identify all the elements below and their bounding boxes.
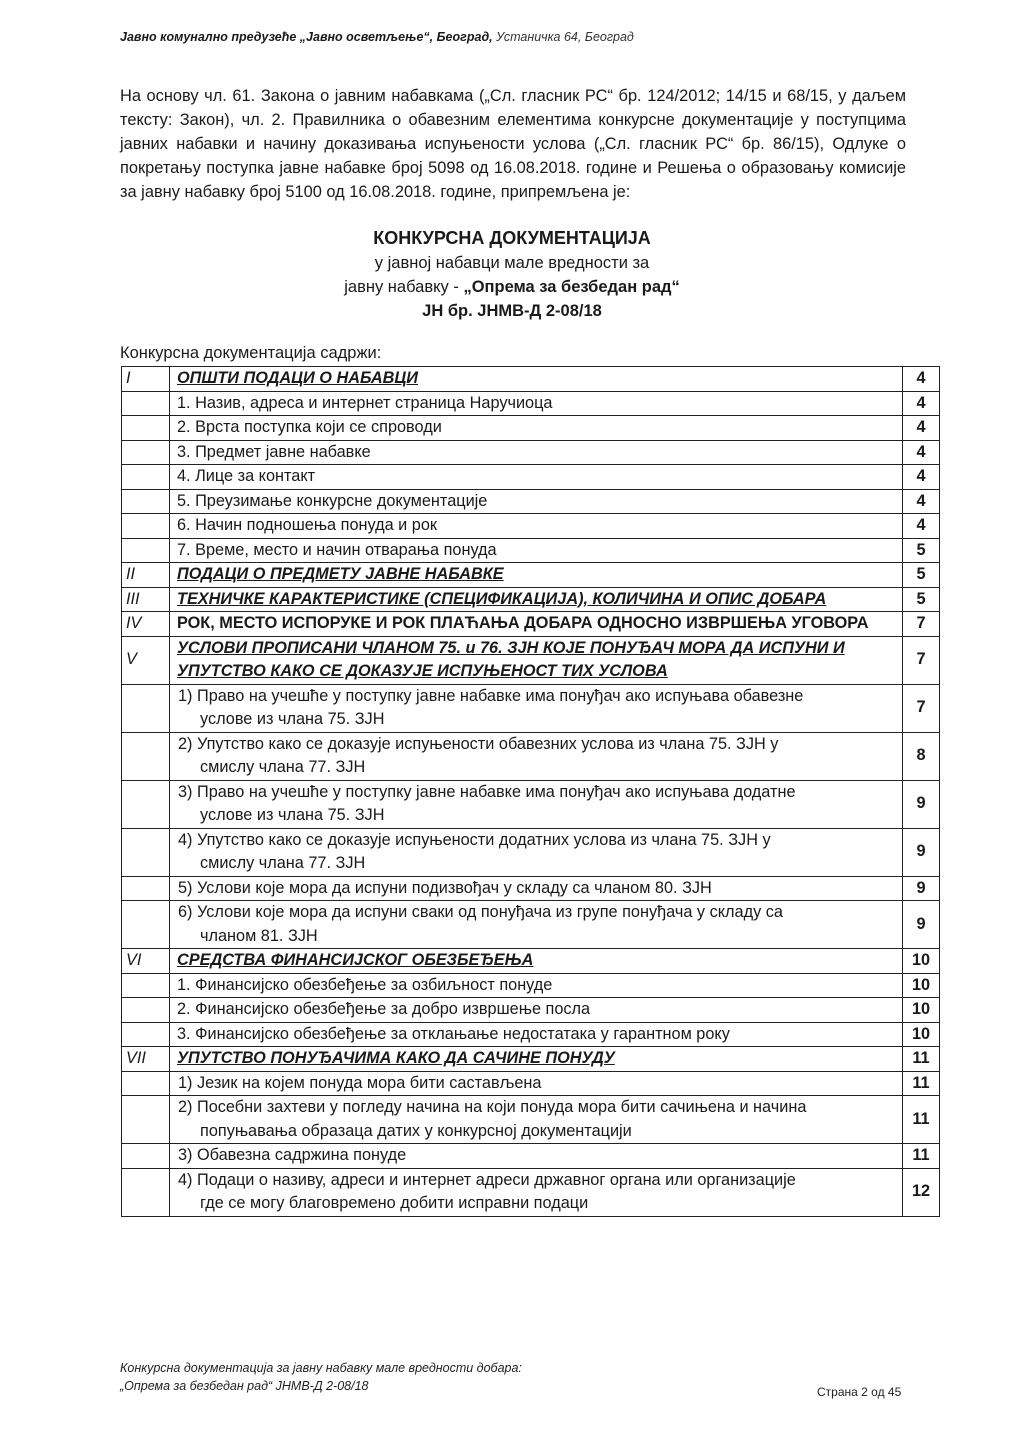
toc-item-text: 5. Преузимање конкурсне документације [170, 489, 903, 514]
page-number: 7 [903, 612, 940, 637]
toc-item-row [122, 780, 940, 828]
title-subline-2 [250, 275, 774, 299]
toc-item-row [122, 514, 940, 539]
toc-item-text: 7. Време, место и начин отварања понуда [170, 538, 903, 563]
toc-item-text: 2. Врста поступка који се спроводи [170, 416, 903, 441]
toc-section-row [122, 587, 940, 612]
toc-item-line: 1) Право на учешће у поступку јавне набавке има понуђач ако испуњава обавезне [178, 686, 804, 705]
page-number: 10 [903, 1022, 940, 1047]
section-number: IV [122, 612, 170, 637]
page-number: 5 [903, 538, 940, 563]
page-number: 4 [903, 440, 940, 465]
page-number: 4 [903, 391, 940, 416]
page-number: 9 [903, 828, 940, 876]
toc-item-row [122, 1071, 940, 1096]
section-title: СРЕДСТВА ФИНАНСИЈСКОГ ОБЕЗБЕЂЕЊА [170, 949, 903, 974]
section-number: V [122, 636, 170, 684]
page-number: 8 [903, 732, 940, 780]
toc-item-line: 4) Подаци о називу, адреси и интернет адреси државног органа или организације [178, 1170, 796, 1189]
page-number: 10 [903, 949, 940, 974]
page-number: 11 [903, 1144, 940, 1169]
page-number: 10 [903, 973, 940, 998]
page-number: 5 [903, 587, 940, 612]
toc-caption: Конкурсна документација садржи: [120, 344, 382, 362]
toc-item-text: 6. Начин подношења понуда и рок [170, 514, 903, 539]
toc-section-row [122, 367, 940, 392]
page-number: 9 [903, 780, 940, 828]
toc-item-line: 2) Упутство како се доказује испуњености обавезних услова из члана 75. ЗЈН у [178, 734, 779, 753]
toc-item-row [122, 538, 940, 563]
section-title: ОПШТИ ПОДАЦИ О НАБАВЦИ [170, 367, 903, 392]
title-subline-1: у јавној набавци мале вредности за [374, 254, 650, 272]
section-title: УСЛОВИ ПРОПИСАНИ ЧЛАНОМ 75. и 76. ЗЈН КОЈЕ ПОНУЂАЧ МОРА ДА ИСПУНИ И УПУТСТВО КАКО СЕ ДОКАЗУЈЕ ИСПУЊЕНОСТ ТИХ УСЛОВА [170, 636, 903, 684]
section-number: II [122, 563, 170, 588]
toc-item-line: 3) Право на учешће у поступку јавне набавке има понуђач ако испуњава додатне [178, 782, 796, 801]
section-number: VII [122, 1047, 170, 1072]
toc-item-line-cont: услове из члана 75. ЗЈН [200, 710, 385, 728]
page-number: 11 [903, 1071, 940, 1096]
toc-item-text: 2. Финансијско обезбеђење за добро извршење посла [170, 998, 903, 1023]
toc-section-row [122, 949, 940, 974]
toc-item-text: 1) Језик на којем понуда мора бити састављена [170, 1071, 903, 1096]
toc-section-row [122, 1047, 940, 1072]
document-title: КОНКУРСНА ДОКУМЕНТАЦИЈА [373, 228, 651, 248]
section-title: РОК, МЕСТО ИСПОРУКЕ И РОК ПЛАЋАЊА ДОБАРА ОДНОСНО ИЗВРШЕЊА УГОВОРА [170, 612, 903, 637]
toc-item-text: 5) Услови које мора да испуни подизвођач у складу са чланом 80. ЗЈН [170, 876, 903, 901]
page-number: 4 [903, 489, 940, 514]
toc-item-text [170, 1168, 903, 1216]
procurement-number: ЈН бр. ЈНМВ-Д 2-08/18 [422, 302, 602, 320]
page-number: 11 [903, 1047, 940, 1072]
section-title: ПОДАЦИ О ПРЕДМЕТУ ЈАВНЕ НАБАВКЕ [170, 563, 903, 588]
page-number: 11 [903, 1096, 940, 1144]
toc-item-row [122, 440, 940, 465]
page-number: 9 [903, 901, 940, 949]
page-number: 4 [903, 465, 940, 490]
page-number: 10 [903, 998, 940, 1023]
toc-item-text [170, 828, 903, 876]
page-number: 7 [903, 684, 940, 732]
header-address: Устаничка 64, Београд [496, 30, 634, 44]
page-number: 5 [903, 563, 940, 588]
toc-item-row [122, 416, 940, 441]
toc-item-row [122, 828, 940, 876]
toc-item-line-cont: смислу члана 77. ЗЈН [200, 758, 366, 776]
section-title: УПУТСТВО ПОНУЂАЧИМА КАКО ДА САЧИНЕ ПОНУДУ [170, 1047, 903, 1072]
document-title-block [250, 225, 774, 323]
toc-item-text: 1. Назив, адреса и интернет страница Наручиоца [170, 391, 903, 416]
toc-item-text [170, 780, 903, 828]
toc-item-line-cont: попуњавања образаца датих у конкурсној документацији [200, 1121, 632, 1140]
page-number-footer: Страна 2 од 45 [817, 1385, 902, 1399]
section-title: ТЕХНИЧКЕ КАРАКТЕРИСТИКЕ (СПЕЦИФИКАЦИЈА), КОЛИЧИНА И ОПИС ДОБАРА [170, 587, 903, 612]
footer-line-2: „Опрема за безбедан рад“ ЈНМВ-Д 2-08/18 [120, 1379, 369, 1393]
toc-item-text [170, 732, 903, 780]
header-org: Јавно комунално предузеће „Јавно осветљење“, Београд, [120, 30, 493, 44]
toc-item-line: 2) Посебни захтеви у погледу начина на који понуда мора бити сачињена и начина [178, 1098, 807, 1116]
toc-item-line-cont: чланом 81. ЗЈН [200, 926, 318, 945]
toc-item-row [122, 684, 940, 732]
page-number: 9 [903, 876, 940, 901]
toc-item-text: 3) Обавезна садржина понуде [170, 1144, 903, 1169]
toc-item-row [122, 1144, 940, 1169]
toc-item-row [122, 998, 940, 1023]
toc-item-text: 1. Финансијско обезбеђење за озбиљност понуде [170, 973, 903, 998]
page-header [120, 30, 920, 44]
toc-item-row [122, 465, 940, 490]
page-number: 4 [903, 367, 940, 392]
toc-item-line-cont: услове из члана 75. ЗЈН [200, 806, 385, 824]
procurement-name: „Опрема за безбедан рад“ [463, 278, 680, 296]
toc-item-row [122, 1168, 940, 1216]
page-number: 7 [903, 636, 940, 684]
toc-section-row [122, 612, 940, 637]
toc-section-row [122, 563, 940, 588]
section-number: III [122, 587, 170, 612]
toc-item-row [122, 876, 940, 901]
toc-item-row [122, 901, 940, 949]
toc-item-line: 6) Услови које мора да испуни сваки од понуђача из групе понуђача у складу са [178, 903, 783, 921]
footer-line-1: Конкурсна документација за јавну набавку мале вредности добара: [120, 1361, 522, 1375]
toc-item-text [170, 684, 903, 732]
title-prefix: јавну набавку - [344, 278, 464, 296]
toc-item-line-cont: где се могу благовремено добити исправни подаци [200, 1194, 589, 1212]
toc-item-text [170, 901, 903, 949]
page-number: 12 [903, 1168, 940, 1216]
toc-item-row [122, 391, 940, 416]
toc-item-line-cont: смислу члана 77. ЗЈН [200, 854, 366, 872]
toc-item-row [122, 1022, 940, 1047]
section-number: I [122, 367, 170, 392]
section-number: VI [122, 949, 170, 974]
toc-item-text: 3. Финансијско обезбеђење за отклањање недостатака у гарантном року [170, 1022, 903, 1047]
toc-item-row [122, 1096, 940, 1144]
toc-item-text [170, 1096, 903, 1144]
toc-item-row [122, 489, 940, 514]
toc-item-row [122, 732, 940, 780]
page-number: 4 [903, 416, 940, 441]
toc-item-text: 3. Предмет јавне набавке [170, 440, 903, 465]
table-of-contents [121, 366, 940, 1217]
page-number: 4 [903, 514, 940, 539]
intro-paragraph: На основу чл. 61. Закона о јавним набавкама („Сл. гласник РС“ бр. 124/2012; 14/15 и 68/15, у даљем тексту: Закон), чл. 2. Правилника о обавезним елементима конкурсне документације у поступцима јавних набавки и начину доказивања испуњености услова („Сл. гласник РС“ бр. 86/15), Одлуке о покретању поступка јавне набавке број 5098 од 16.08.2018. године и Решења о образовању комисије за јавну набавку број 5100 од 16.08.2018. године, припремљена је: [120, 87, 906, 201]
toc-item-line: 4) Упутство како се доказује испуњености додатних услова из члана 75. ЗЈН у [178, 830, 771, 849]
toc-section-row [122, 636, 940, 684]
toc-item-row [122, 973, 940, 998]
toc-item-text: 4. Лице за контакт [170, 465, 903, 490]
page-footer [120, 1359, 522, 1395]
